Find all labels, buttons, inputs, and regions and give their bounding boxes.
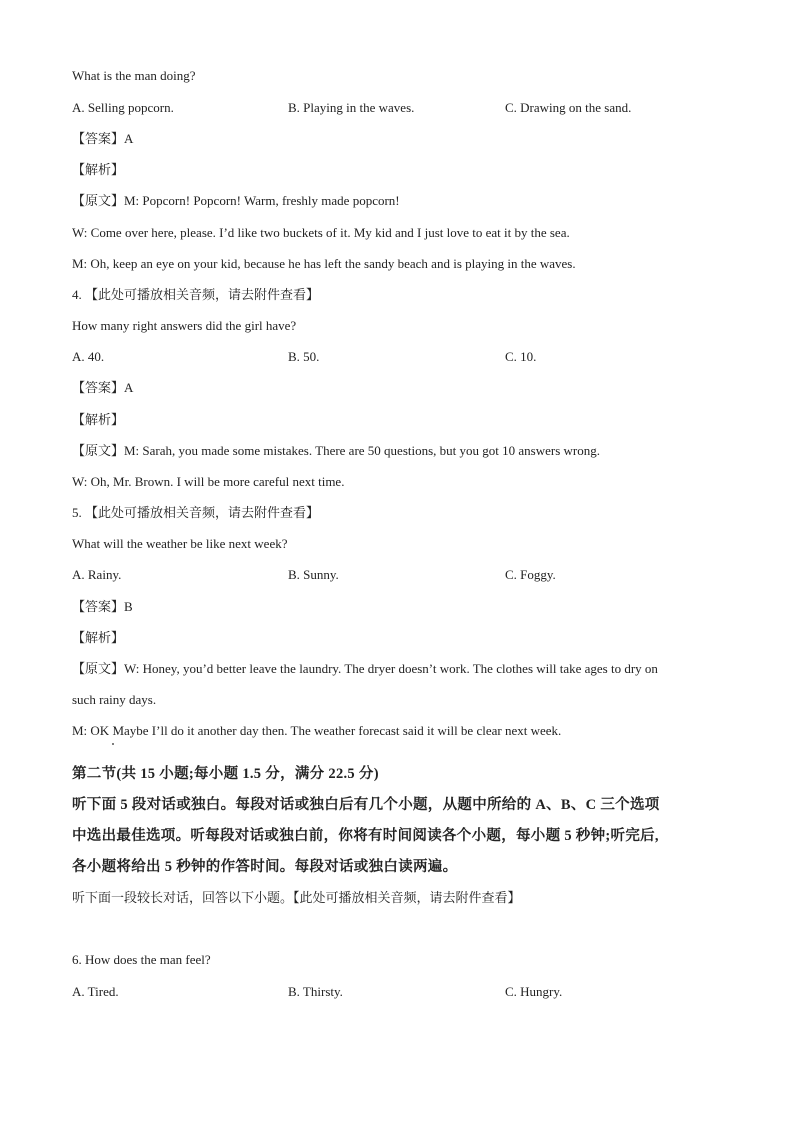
section2-prompt: 听下面一段较长对话，回答以下小题。【此处可播放相关音频，请去附件查看】 bbox=[72, 890, 521, 905]
section2-instruction-3: 各小题将给出 5 秒钟的作答时间。每段对话或独白读两遍。 bbox=[72, 859, 458, 875]
q5-option-c: C. Foggy. bbox=[505, 567, 556, 582]
q3-option-a: A. Selling popcorn. bbox=[72, 100, 174, 115]
q4-header: 4. 【此处可播放相关音频，请去附件查看】 bbox=[72, 287, 320, 302]
q4-transcript-1: 【原文】M: Sarah, you made some mistakes. There are 50 questions, but you got 10 answers wrong. bbox=[72, 443, 600, 458]
q6-option-c: C. Hungry. bbox=[505, 984, 563, 999]
q5-transcript-2: such rainy days. bbox=[72, 692, 157, 707]
q5-option-a: A. Rainy. bbox=[72, 567, 122, 582]
q6-option-a: A. Tired. bbox=[72, 984, 119, 999]
q6-question: 6. How does the man feel? bbox=[72, 952, 211, 967]
q5-option-b: B. Sunny. bbox=[288, 567, 339, 582]
q4-transcript-2: W: Oh, Mr. Brown. I will be more careful next time. bbox=[72, 474, 345, 489]
q4-question: How many right answers did the girl have? bbox=[72, 318, 297, 333]
section2-title: 第二节(共 15 小题;每小题 1.5 分，满分 22.5 分) bbox=[72, 766, 379, 782]
q4-answer: 【答案】A bbox=[72, 380, 134, 395]
q5-analysis: 【解析】 bbox=[72, 630, 125, 645]
q4-analysis: 【解析】 bbox=[72, 412, 125, 427]
stray-dot bbox=[112, 743, 114, 745]
q5-transcript-3: M: OK Maybe I’ll do it another day then. The weather forecast said it will be clear next week. bbox=[72, 723, 562, 738]
q4-option-a: A. 40. bbox=[72, 349, 105, 364]
q5-answer: 【答案】B bbox=[72, 599, 133, 614]
q3-question: What is the man doing? bbox=[72, 68, 196, 83]
q5-transcript-1: 【原文】W: Honey, you’d better leave the laundry. The dryer doesn’t work. The clothes will take ages to dry on bbox=[72, 661, 658, 676]
q5-question: What will the weather be like next week? bbox=[72, 536, 288, 551]
q3-answer: 【答案】A bbox=[72, 131, 134, 146]
q5-header: 5. 【此处可播放相关音频，请去附件查看】 bbox=[72, 505, 320, 520]
q3-option-b: B. Playing in the waves. bbox=[288, 100, 415, 115]
q4-option-c: C. 10. bbox=[505, 349, 537, 364]
section2-instruction-2: 中选出最佳选项。听每段对话或独白前，你将有时间阅读各个小题，每小题 5 秒钟;听完后, bbox=[72, 828, 659, 844]
q4-option-b: B. 50. bbox=[288, 349, 320, 364]
q3-option-c: C. Drawing on the sand. bbox=[505, 100, 632, 115]
q3-transcript-1: 【原文】M: Popcorn! Popcorn! Warm, freshly made popcorn! bbox=[72, 193, 400, 208]
q6-option-b: B. Thirsty. bbox=[288, 984, 343, 999]
q3-analysis: 【解析】 bbox=[72, 162, 125, 177]
q3-transcript-2: W: Come over here, please. I’d like two buckets of it. My kid and I just love to eat it by the sea. bbox=[72, 225, 570, 240]
section2-instruction-1: 听下面 5 段对话或独白。每段对话或独白后有几个小题，从题中所给的 A、B、C 三个选项 bbox=[72, 797, 660, 813]
q3-transcript-3: M: Oh, keep an eye on your kid, because he has left the sandy beach and is playing in the waves. bbox=[72, 256, 576, 271]
